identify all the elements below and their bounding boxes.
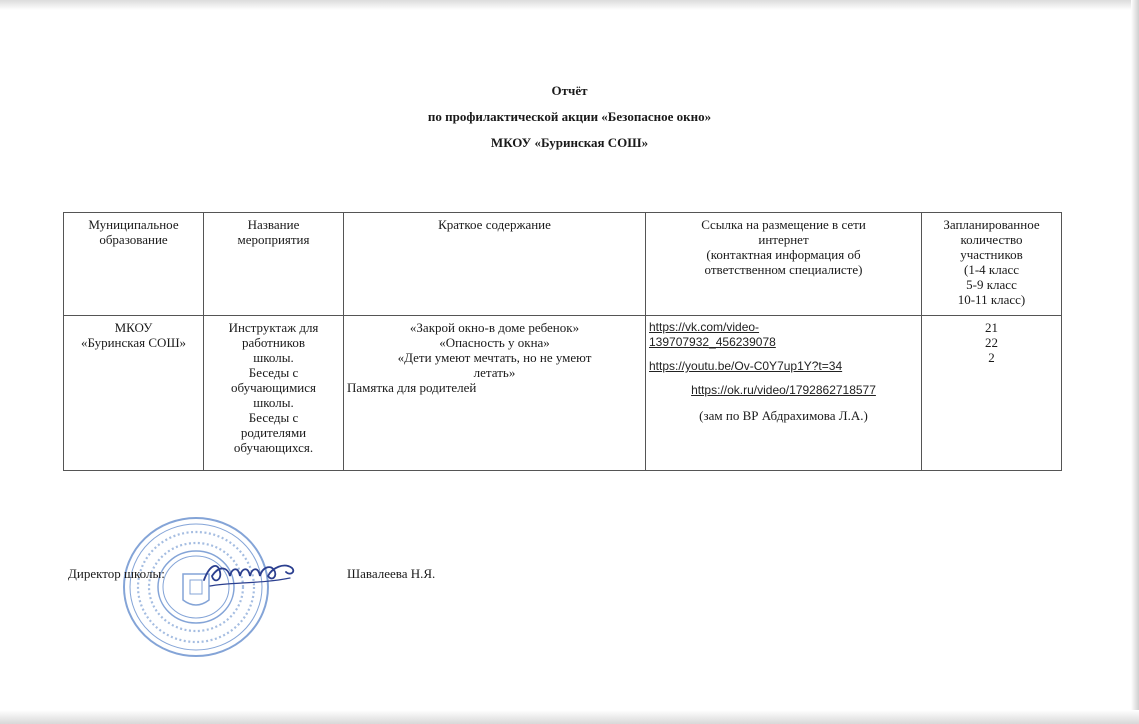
- header-text: мероприятия: [237, 232, 310, 247]
- cell-municipality: [64, 316, 204, 471]
- header-text: 10-11 класс): [957, 292, 1026, 307]
- header-text: ответственном специалисте): [704, 262, 863, 277]
- cell-text: Памятка для родителей: [347, 380, 477, 395]
- header-link: [646, 213, 922, 316]
- cell-text: работников: [241, 335, 306, 350]
- title-line-2: по профилактической акции «Безопасное окно»: [427, 109, 712, 124]
- table-row: [64, 316, 1062, 471]
- header-text: Ссылка на размещение в сети: [701, 217, 866, 232]
- scan-edge-bottom: [0, 710, 1139, 724]
- cell-text: Беседы с: [248, 410, 299, 425]
- title-line-3: МКОУ «Буринская СОШ»: [490, 135, 649, 150]
- director-name: Шавалеева Н.Я.: [347, 566, 436, 581]
- report-table: [63, 212, 1062, 471]
- header-event-name: [204, 213, 344, 316]
- link-youtube[interactable]: https://youtu.be/Ov-C0Y7up1Y?t=34: [649, 359, 843, 373]
- cell-text: Инструктаж для: [228, 320, 319, 335]
- report-title: [0, 78, 1139, 156]
- header-text: количество: [960, 232, 1023, 247]
- cell-text: «Буринская СОШ»: [80, 335, 187, 350]
- scan-edge-top: [0, 0, 1139, 10]
- cell-text: Беседы с: [248, 365, 299, 380]
- cell-text: обучающимися: [230, 380, 317, 395]
- header-text: Название: [247, 217, 300, 232]
- header-participants: [922, 213, 1062, 316]
- header-text: образование: [99, 232, 168, 247]
- cell-text: «Закрой окно-в доме ребенок»: [409, 320, 580, 335]
- director-label: Директор школы:: [68, 566, 165, 581]
- cell-text: «Дети умеют мечтать, но не умеют: [397, 350, 592, 365]
- header-municipality: [64, 213, 204, 316]
- participants-10-11: 2: [988, 350, 995, 365]
- cell-links: [646, 316, 922, 471]
- header-summary: [344, 213, 646, 316]
- header-text: Краткое содержание: [438, 217, 551, 232]
- cell-text: школы.: [253, 350, 294, 365]
- header-text: 5-9 класс: [966, 277, 1017, 292]
- header-text: Муниципальное: [88, 217, 179, 232]
- cell-text: школы.: [253, 395, 294, 410]
- title-line-1: Отчёт: [551, 83, 588, 98]
- link-vk[interactable]: [649, 320, 918, 350]
- link-ok[interactable]: https://ok.ru/video/1792862718577: [691, 383, 876, 397]
- director-signature: [200, 546, 300, 596]
- cell-text: летать»: [473, 365, 516, 380]
- cell-event: [204, 316, 344, 471]
- participants-5-9: 22: [985, 335, 998, 350]
- cell-participants: [922, 316, 1062, 471]
- cell-text: обучающихся.: [233, 440, 314, 455]
- cell-text: МКОУ: [114, 320, 153, 335]
- header-text: (контактная информация об: [706, 247, 861, 262]
- link-vk-part-1[interactable]: https://vk.com/video-: [649, 320, 760, 334]
- header-text: интернет: [758, 232, 809, 247]
- link-vk-part-2[interactable]: 139707932_456239078: [649, 335, 776, 349]
- cell-summary: [344, 316, 646, 471]
- cell-text: родителями: [240, 425, 307, 440]
- header-text: Запланированное: [943, 217, 1040, 232]
- table-header-row: [64, 213, 1062, 316]
- cell-text: «Опасность у окна»: [439, 335, 550, 350]
- participants-1-4: 21: [985, 320, 998, 335]
- header-text: (1-4 класс: [963, 262, 1020, 277]
- contact-person: (зам по ВР Абдрахимова Л.А.): [699, 408, 868, 423]
- header-text: участников: [960, 247, 1023, 262]
